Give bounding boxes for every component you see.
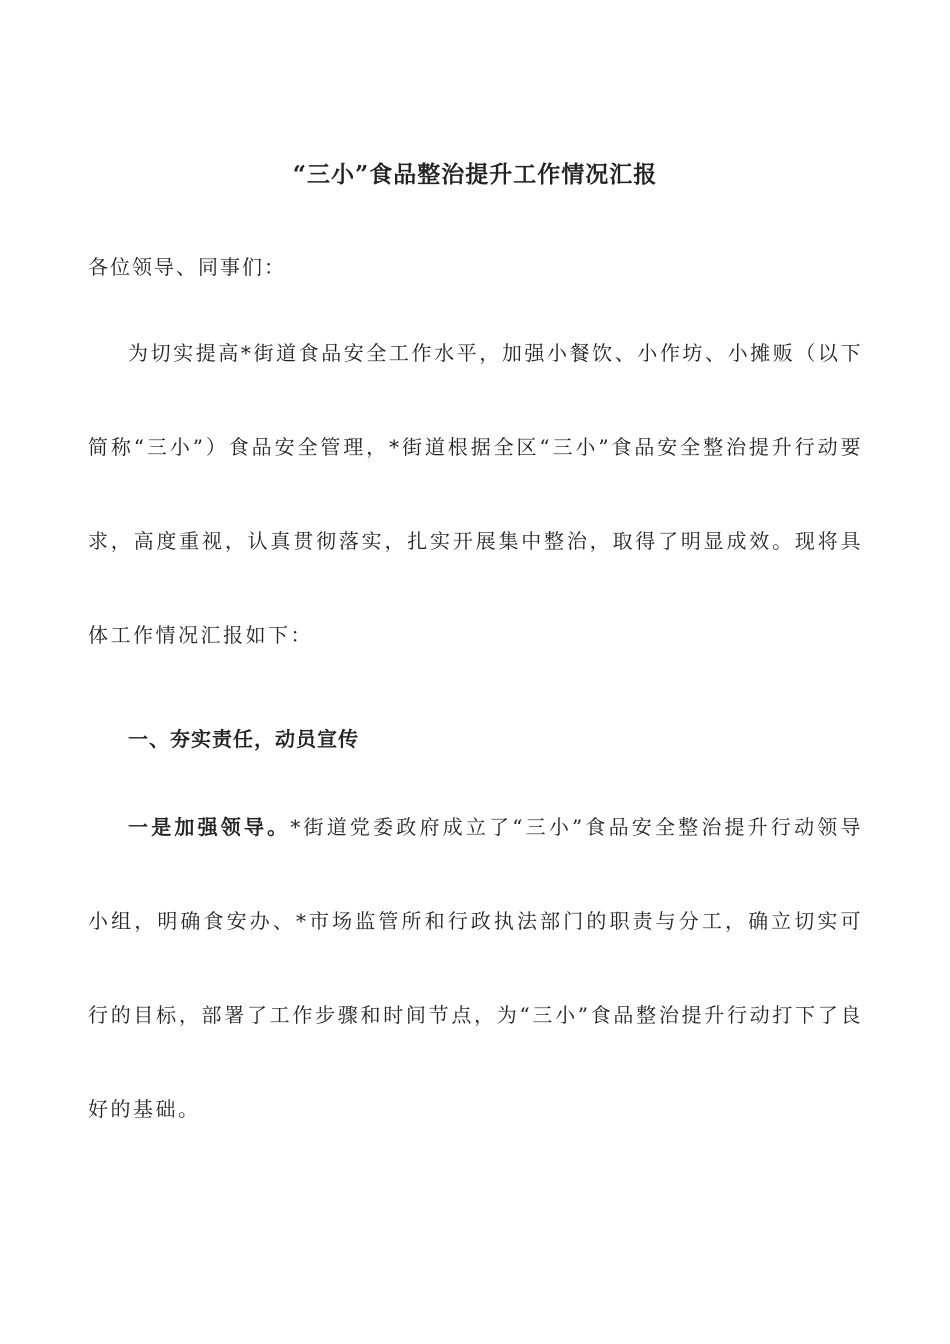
salutation: 各位领导、同事们：	[88, 255, 286, 279]
paragraph-body: *街道党委政府成立了“三小”食品安全整治提升行动领导小组，明确食安办、*市场监管所和行政执法部门的职责与分工，确立切实可行的目标，部署了工作步骤和时间节点，为“三小”食品整治提升行动打下了良好的基础。	[88, 815, 864, 1121]
document-title: “三小”食品整治提升工作情况汇报	[292, 161, 658, 188]
section-heading-1: 一、夯实责任，动员宣传	[128, 727, 359, 751]
intro-paragraph: 为切实提高*街道食品安全工作水平，加强小餐饮、小作坊、小摊贩（以下简称“三小”）食品安全管理，*街道根据全区“三小”食品安全整治提升行动要求，高度重视，认真贯彻落实，扎实开展集中整治，取得了明显成效。现将具体工作情况汇报如下：	[88, 341, 863, 647]
paragraph-lead: 一是加强领导。	[128, 815, 291, 839]
paragraph-strengthen-leadership	[88, 780, 863, 1156]
